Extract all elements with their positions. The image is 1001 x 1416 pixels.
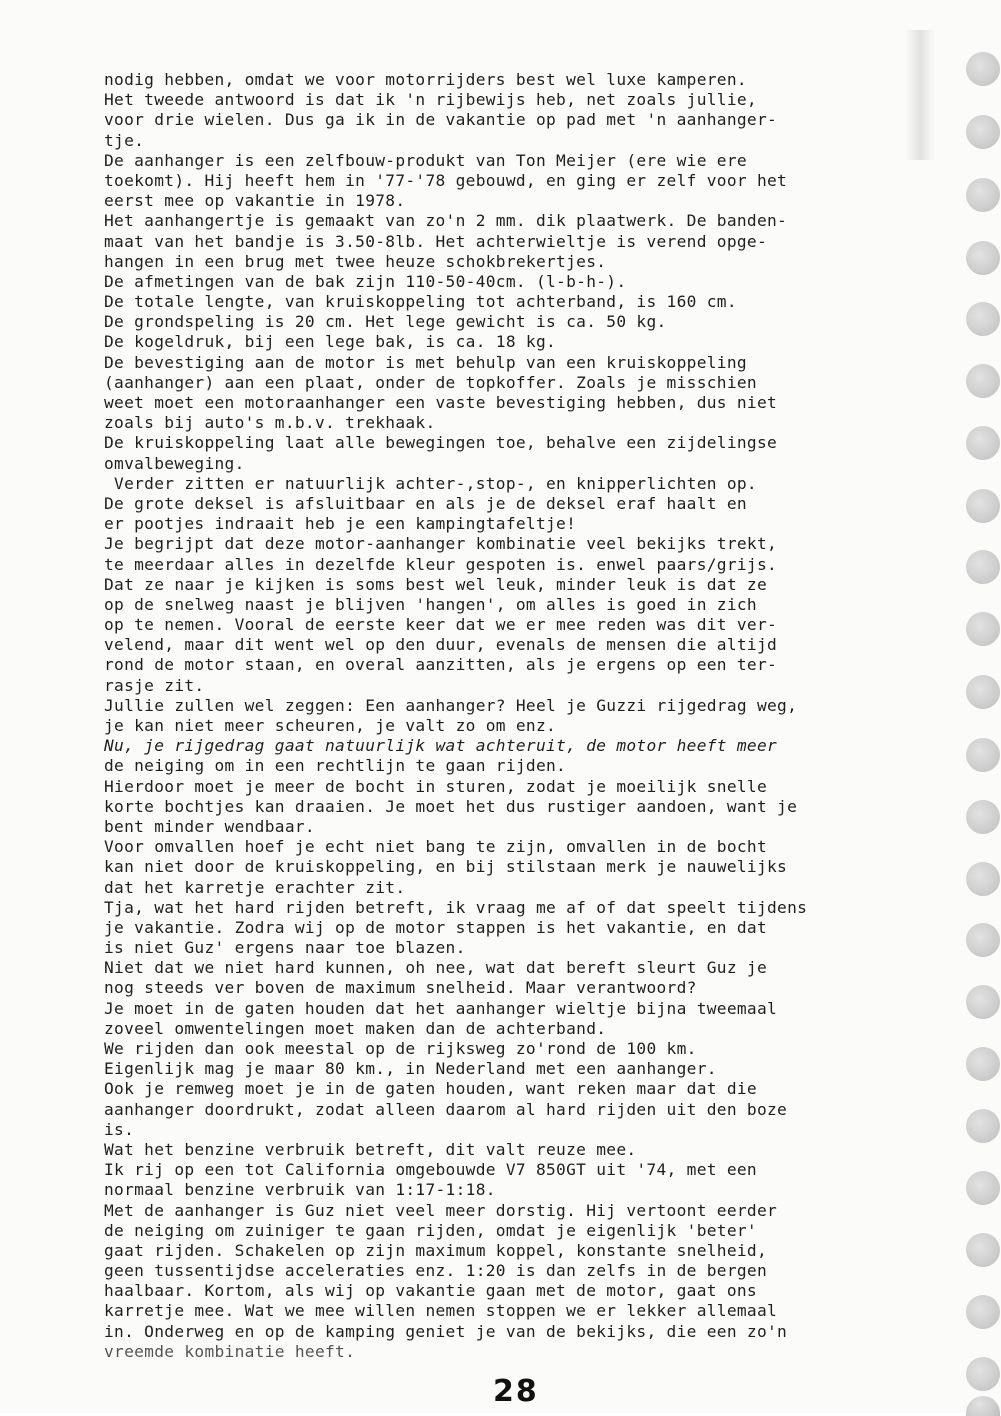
text-line: aanhanger doordrukt, zodat alleen daarom al hard rijden uit den boze: [104, 1099, 788, 1119]
text-line: De kogeldruk, bij een lege bak, is ca. 18 kg.: [104, 332, 557, 352]
text-line: Hierdoor moet je meer de bocht in sturen, zodat je moeilijk snelle: [104, 776, 768, 796]
text-line: kan niet door de kruiskoppeling, en bij stilstaan merk je nauwelijks: [104, 857, 788, 877]
text-line: Dat ze naar je kijken is soms best wel leuk, minder leuk is dat ze: [104, 574, 768, 594]
binder-hole: [966, 52, 1000, 86]
text-line: zoveel omwentelingen moet maken dan de achterband.: [104, 1018, 607, 1038]
text-line: maat van het bandje is 3.50-8lb. Het achterwieltje is verend opge-: [104, 231, 768, 251]
text-line: Het tweede antwoord is dat ik 'n rijbewijs heb, net zoals jullie,: [104, 90, 757, 110]
text-line: op te nemen. Vooral de eerste keer dat we er mee reden was dit ver-: [104, 615, 778, 635]
binder-hole: [966, 426, 1000, 460]
text-line: eerst mee op vakantie in 1978.: [104, 191, 406, 211]
text-line: rond de motor staan, en overal aanzitten, als je ergens op een ter-: [104, 655, 778, 675]
text-line: op de snelweg naast je blijven 'hangen', om alles is goed in zich: [104, 594, 757, 614]
binder-hole: [966, 923, 1000, 957]
text-line: De totale lengte, van kruiskoppeling tot achterband, is 160 cm.: [104, 292, 737, 312]
text-line: er pootjes indraait heb je een kampingtafeltje!: [104, 514, 577, 534]
text-line: De aanhanger is een zelfbouw-produkt van Ton Meijer (ere wie ere: [104, 150, 747, 170]
binder-hole: [966, 364, 1000, 398]
text-line: karretje mee. Wat we mee willen nemen stoppen we er lekker allemaal: [104, 1301, 778, 1321]
text-line: Ook je remweg moet je in de gaten houden, want reken maar dat die: [104, 1079, 757, 1099]
text-line: Nu, je rijgedrag gaat natuurlijk wat achteruit, de motor heeft meer: [104, 736, 778, 756]
text-line: hangen in een brug met twee heuze schokbrekertjes.: [104, 251, 607, 271]
text-line: je vakantie. Zodra wij op de motor stappen is het vakantie, en dat: [104, 917, 768, 937]
binder-hole: [966, 115, 1000, 149]
text-line: de neiging om zuiniger te gaan rijden, omdat je eigenlijk 'beter': [104, 1220, 757, 1240]
text-line: Je moet in de gaten houden dat het aanhanger wieltje bijna tweemaal: [104, 998, 778, 1018]
text-line: Met de aanhanger is Guz niet veel meer dorstig. Hij vertoont eerder: [104, 1200, 778, 1220]
text-line: je kan niet meer scheuren, je valt zo om enz.: [104, 716, 557, 735]
binder-hole: [966, 1233, 1000, 1267]
text-line: korte bochtjes kan draaien. Je moet het dus rustiger aandoen, want je: [104, 796, 798, 816]
binder-hole: [966, 550, 1000, 584]
text-line: zoals bij auto's m.b.v. trekhaak.: [104, 413, 436, 433]
text-line: Ik rij op een tot California omgebouwde V7 850GT uit '74, met een: [104, 1160, 757, 1180]
text-line: is.: [104, 1119, 135, 1139]
text-line: bent minder wendbaar.: [104, 816, 315, 836]
text-line: nodig hebben, omdat we voor motorrijders best wel luxe kamperen.: [104, 70, 747, 89]
text-line: is niet Guz' ergens naar toe blazen.: [104, 938, 466, 958]
binder-hole: [966, 302, 1000, 336]
text-line: in. Onderweg en op de kamping geniet je van de bekijks, die een zo'n: [104, 1321, 788, 1341]
article-body: [104, 70, 964, 1362]
binder-hole: [966, 1047, 1000, 1081]
binder-hole: [966, 738, 1000, 772]
text-line: nog steeds ver boven de maximum snelheid. Maar verantwoord?: [104, 978, 697, 998]
text-line: rasje zit.: [104, 675, 205, 695]
text-line: vreemde kombinatie heeft.: [104, 1341, 356, 1361]
text-line: normaal benzine verbruik van 1:17-1:18.: [104, 1180, 496, 1200]
text-line: (aanhanger) aan een plaat, onder de topkoffer. Zoals je misschien: [104, 372, 757, 392]
page-number: 28: [493, 1374, 539, 1409]
text-line: de neiging om in een rechtlijn te gaan rijden.: [104, 756, 567, 776]
binder-hole: [966, 985, 1000, 1019]
text-line: Tja, wat het hard rijden betreft, ik vraag me af of dat speelt tijdens: [104, 897, 808, 917]
text-line: Jullie zullen wel zeggen: Een aanhanger? Heel je Guzzi rijgedrag weg,: [104, 695, 798, 715]
text-line: Je begrijpt dat deze motor-aanhanger kombinatie veel bekijks trekt,: [104, 534, 778, 554]
binder-hole: [966, 1109, 1000, 1143]
binder-hole: [966, 489, 1000, 523]
text-line: Het aanhangertje is gemaakt van zo'n 2 mm. dik plaatwerk. De banden-: [104, 211, 788, 231]
binder-hole: [966, 612, 1000, 646]
text-line: geen tussentijdse acceleraties enz. 1:20 is dan zelfs in de bergen: [104, 1261, 768, 1281]
text-line: haalbaar. Kortom, als wij op vakantie gaan met de motor, gaat ons: [104, 1281, 757, 1301]
text-line: te meerdaar alles in dezelfde kleur gespoten is. enwel paars/grijs.: [104, 554, 778, 574]
binder-hole: [966, 675, 1000, 709]
text-line: De grote deksel is afsluitbaar en als je de deksel eraf haalt en: [104, 493, 747, 513]
text-line: omvalbeweging.: [104, 453, 245, 473]
binder-hole: [966, 1295, 1000, 1329]
binder-hole: [966, 800, 1000, 834]
text-line: Niet dat we niet hard kunnen, oh nee, wat dat bereft sleurt Guz je: [104, 958, 768, 978]
text-line: dat het karretje erachter zit.: [104, 877, 406, 897]
text-line: De afmetingen van de bak zijn 110-50-40cm. (l-b-h-).: [104, 271, 627, 291]
binder-hole: [966, 1396, 1000, 1416]
text-line: toekomt). Hij heeft hem in '77-'78 gebouwd, en ging er zelf voor het: [104, 170, 788, 190]
binder-hole: [966, 178, 1000, 212]
binder-hole: [966, 1357, 1000, 1391]
text-line: Wat het benzine verbruik betreft, dit valt reuze mee.: [104, 1139, 637, 1159]
text-line: De bevestiging aan de motor is met behulp van een kruiskoppeling: [104, 352, 747, 372]
text-line: Eigenlijk mag je maar 80 km., in Nederland met een aanhanger.: [104, 1059, 717, 1079]
text-line: velend, maar dit went wel op den duur, evenals de mensen die altijd: [104, 635, 778, 655]
text-line: Verder zitten er natuurlijk achter-,stop-, en knipperlichten op.: [104, 473, 757, 493]
text-line: Voor omvallen hoef je echt niet bang te zijn, omvallen in de bocht: [104, 837, 768, 857]
binder-hole: [966, 862, 1000, 896]
text-line: We rijden dan ook meestal op de rijksweg zo'rond de 100 km.: [104, 1039, 697, 1058]
binder-hole: [966, 241, 1000, 275]
text-line: voor drie wielen. Dus ga ik in de vakantie op pad met 'n aanhanger-: [104, 110, 778, 130]
text-line: weet moet een motoraanhanger een vaste bevestiging hebben, dus niet: [104, 393, 778, 412]
binder-hole: [966, 1171, 1000, 1205]
text-line: De grondspeling is 20 cm. Het lege gewicht is ca. 50 kg.: [104, 312, 667, 332]
text-line: tje.: [104, 130, 145, 150]
text-line: De kruiskoppeling laat alle bewegingen toe, behalve een zijdelingse: [104, 433, 778, 453]
text-line: gaat rijden. Schakelen op zijn maximum koppel, konstante snelheid,: [104, 1240, 768, 1260]
